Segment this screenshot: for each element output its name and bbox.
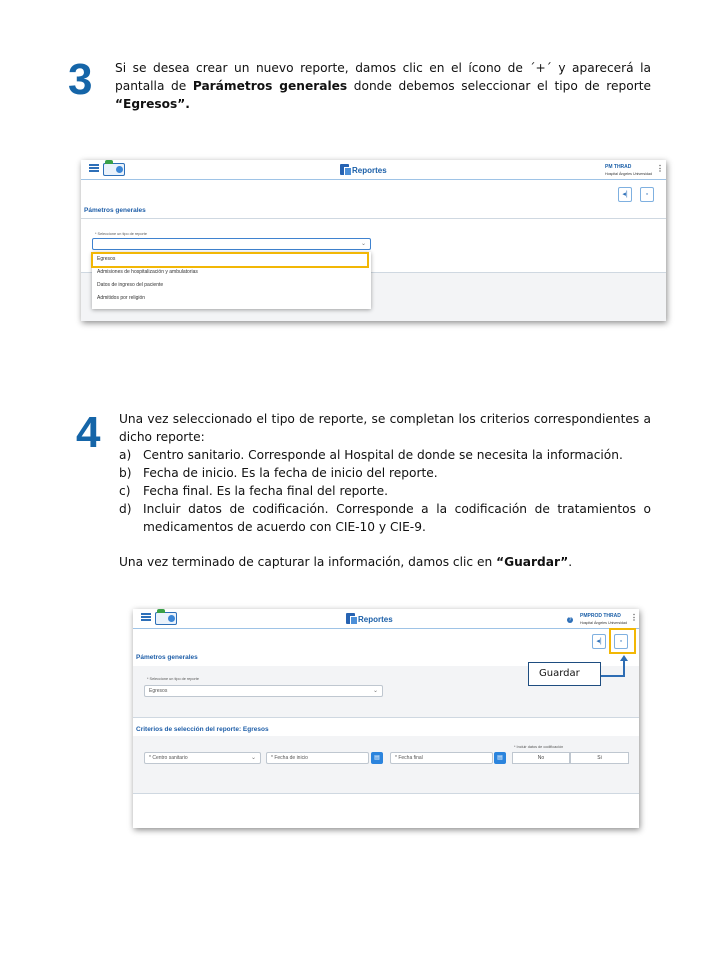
step-3-text-bold2: “Egresos”. bbox=[115, 97, 190, 111]
fecha-final-input[interactable] bbox=[390, 752, 493, 764]
closing-part2: . bbox=[568, 555, 573, 569]
screenshot-criterios-egresos bbox=[133, 609, 639, 828]
app-logo-icon bbox=[155, 612, 177, 625]
user-org: Hospital Ángeles Universidad bbox=[605, 172, 652, 176]
back-button[interactable]: ◂| bbox=[618, 187, 632, 202]
reports-icon bbox=[346, 613, 355, 624]
app-title bbox=[340, 164, 387, 175]
guardar-callout: Guardar bbox=[528, 662, 601, 686]
criteria-title: Criterios de selección del reporte: Egresos bbox=[136, 726, 269, 733]
callout-arrow-head bbox=[620, 655, 628, 661]
help-icon[interactable]: ? bbox=[568, 617, 572, 623]
section-title: Pámetros generales bbox=[136, 654, 198, 661]
dropdown-option-datos-ingreso[interactable]: Datos de ingreso del paciente bbox=[97, 282, 164, 288]
step-3-number: 3 bbox=[68, 55, 93, 104]
fecha-inicio-placeholder: * Fecha de inicio bbox=[271, 755, 308, 761]
step-3-text-part2: donde debemos seleccionar el tipo de reporte bbox=[347, 79, 651, 93]
report-type-select[interactable] bbox=[92, 238, 371, 250]
divider bbox=[81, 218, 666, 219]
callout-arrow-horizontal bbox=[601, 675, 625, 677]
codificacion-si-toggle[interactable]: Si bbox=[570, 752, 629, 764]
chevron-down-icon: ⌄ bbox=[250, 755, 256, 761]
save-button[interactable]: ▫ bbox=[640, 187, 654, 202]
menu-icon[interactable] bbox=[141, 613, 151, 621]
app-title-text: Reportes bbox=[352, 166, 387, 175]
step-3-text bbox=[115, 59, 651, 113]
codificacion-no-toggle[interactable]: No bbox=[512, 752, 570, 764]
chevron-down-icon: ⌄ bbox=[372, 688, 378, 694]
user-name: PMPROD THRAD bbox=[580, 613, 621, 619]
report-type-value: Egresos bbox=[149, 688, 168, 694]
save-button[interactable]: ▫ bbox=[614, 634, 628, 649]
user-org: Hospital Ángeles Universidad bbox=[580, 621, 627, 625]
criteria-item-a-letter: a) bbox=[119, 448, 132, 462]
criteria-item-d-letter: d) bbox=[119, 502, 132, 516]
dropdown-option-egresos[interactable]: Egresos bbox=[97, 256, 116, 262]
criteria-item-b-letter: b) bbox=[119, 466, 132, 480]
more-options-icon[interactable]: ⋮ bbox=[630, 613, 638, 622]
divider bbox=[133, 717, 639, 718]
criteria-item-c-text: Fecha final. Es la fecha final del reporte. bbox=[143, 484, 389, 498]
app-logo-icon bbox=[103, 163, 125, 176]
codificacion-label: * Incluir datos de codificación bbox=[514, 745, 564, 749]
fecha-inicio-input[interactable] bbox=[266, 752, 369, 764]
centro-sanitario-select[interactable] bbox=[144, 752, 261, 764]
app-title-text: Reportes bbox=[358, 615, 393, 624]
report-type-label: * Seleccione un tipo de reporte bbox=[147, 677, 199, 681]
app-bar bbox=[81, 160, 666, 180]
report-type-select[interactable] bbox=[144, 685, 383, 697]
report-type-label: * Seleccione un tipo de reporte bbox=[95, 232, 147, 236]
dropdown-option-admisiones[interactable]: Admisiones de hospitalización y ambulatorias bbox=[97, 269, 198, 275]
criteria-item-b-text: Fecha de inicio. Es la fecha de inicio del reporte. bbox=[143, 466, 438, 480]
criteria-item-a-text: Centro sanitario. Corresponde al Hospital de donde se necesita la información. bbox=[143, 448, 623, 462]
app-title bbox=[346, 613, 393, 624]
step-4-number: 4 bbox=[76, 408, 101, 457]
criteria-item-c-letter: c) bbox=[119, 484, 131, 498]
reports-icon bbox=[340, 164, 349, 175]
fecha-final-placeholder: * Fecha final bbox=[395, 755, 423, 761]
divider bbox=[133, 793, 639, 794]
step-3-text-bold1: Parámetros generales bbox=[192, 79, 348, 93]
more-options-icon[interactable]: ⋮ bbox=[656, 164, 664, 173]
closing-bold: “Guardar” bbox=[496, 555, 569, 569]
centro-placeholder: * Centro sanitario bbox=[149, 755, 188, 761]
menu-icon[interactable] bbox=[89, 164, 99, 172]
calendar-icon[interactable]: ▤ bbox=[494, 752, 506, 764]
back-button[interactable]: ◂| bbox=[592, 634, 606, 649]
calendar-icon[interactable]: ▤ bbox=[371, 752, 383, 764]
step-4-closing bbox=[119, 553, 651, 571]
egresos-highlight bbox=[91, 252, 369, 268]
callout-arrow-vertical bbox=[623, 660, 625, 676]
app-bar bbox=[133, 609, 639, 629]
user-name: PM THRAD bbox=[605, 164, 632, 170]
chevron-down-icon: ⌄ bbox=[360, 241, 366, 247]
dropdown-option-religion[interactable]: Admitidos por religión bbox=[97, 295, 146, 301]
section-title: Pámetros generales bbox=[84, 207, 146, 214]
step-4-intro: Una vez seleccionado el tipo de reporte, se completan los criterios correspondientes a dicho reporte: bbox=[119, 412, 651, 444]
step-3-text-part1: Si se desea crear un nuevo reporte, damos clic en el ícono de ´+´ y aparecerá la pantalla de bbox=[115, 61, 651, 93]
save-button-highlight bbox=[609, 628, 636, 654]
criteria-item-d-text: Incluir datos de codificación. Corresponde a la codificación de tratamientos o medicamentos de acuerdo con CIE-10 y CIE-9. bbox=[143, 502, 651, 534]
closing-part1: Una vez terminado de capturar la información, damos clic en bbox=[119, 555, 497, 569]
screenshot-parametros-generales bbox=[81, 160, 666, 321]
